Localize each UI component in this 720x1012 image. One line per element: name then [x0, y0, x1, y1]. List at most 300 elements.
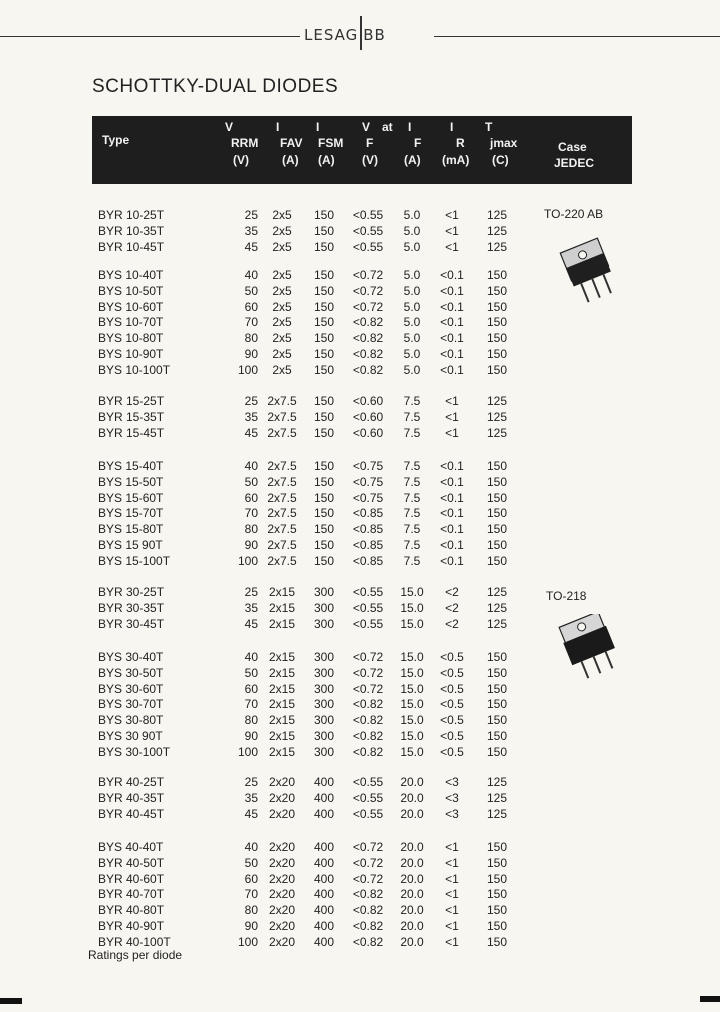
cell-vf: <0.72 [352, 665, 384, 680]
cell-vrrm: 100 [237, 934, 258, 949]
cell-if: 20.0 [400, 775, 424, 789]
cell-if: 15.0 [400, 697, 424, 712]
cell-ifsm: 400 [313, 775, 335, 789]
cell-vrrm: 70 [244, 506, 258, 521]
cell-ifav: 2x15 [268, 616, 296, 631]
cell-if: 20.0 [400, 919, 424, 933]
cell-vf: <0.85 [352, 522, 384, 537]
cell-tj: 150 [486, 903, 508, 918]
cell-ifav: 2x15 [268, 697, 296, 712]
cell-ir: <0.5 [440, 713, 464, 728]
cell-ifsm: 150 [313, 538, 335, 552]
cell-ir: <1 [445, 409, 459, 424]
cell-vf: <0.55 [352, 775, 384, 789]
cell-ir: <1 [445, 903, 459, 918]
header-ifsm-unit: (A) [318, 153, 335, 167]
cell-type: BYR 40-80T [98, 903, 165, 918]
cell-vrrm: 25 [244, 394, 258, 408]
cell-ifav: 2x15 [268, 744, 296, 759]
cell-ifav: 2x15 [268, 729, 296, 743]
table-row [0, 697, 720, 713]
cell-ifav: 2x20 [268, 919, 296, 933]
cell-ifsm: 400 [313, 934, 335, 949]
cell-tj: 150 [486, 553, 508, 568]
table-row [0, 807, 720, 823]
cell-vrrm: 25 [244, 208, 258, 222]
cell-ifav: 2x15 [268, 681, 296, 696]
cell-type: BYS 15-60T [98, 490, 164, 505]
cell-ifsm: 300 [313, 681, 335, 696]
header-vf: V [362, 120, 371, 134]
table-row [0, 713, 720, 729]
cell-vrrm: 45 [244, 239, 258, 254]
cell-if: 7.5 [403, 553, 421, 568]
logo-left-text: LESAG [304, 26, 359, 44]
cell-vrrm: 60 [244, 681, 258, 696]
cell-ifsm: 150 [313, 299, 335, 314]
cell-vf: <0.55 [352, 600, 384, 615]
cell-if: 5.0 [403, 239, 421, 254]
header-ifav-sub: FAV [280, 136, 303, 150]
cell-tj: 150 [486, 459, 508, 473]
cell-type: BYR 40-100T [98, 934, 171, 949]
cell-type: BYS 30-50T [98, 665, 164, 680]
cell-vf: <0.82 [352, 331, 384, 346]
cell-vrrm: 25 [244, 585, 258, 599]
cell-type: BYS 15-40T [98, 459, 164, 473]
table-row [0, 887, 720, 903]
page-title: SCHOTTKY-DUAL DIODES [92, 76, 339, 97]
cell-ir: <1 [445, 239, 459, 254]
cell-if: 20.0 [400, 871, 424, 886]
cell-ir: <1 [445, 425, 459, 440]
table-row [0, 410, 720, 426]
cell-ir: <0.1 [440, 538, 464, 552]
header-if: I [408, 120, 412, 134]
cell-vrrm: 80 [244, 522, 258, 537]
cell-tj: 150 [486, 315, 508, 330]
cell-ir: <0.1 [440, 268, 464, 282]
cell-ir: <0.5 [440, 697, 464, 712]
cell-ifsm: 150 [313, 223, 335, 238]
cell-ifav: 2x20 [268, 871, 296, 886]
cell-ir: <0.1 [440, 553, 464, 568]
cell-if: 5.0 [403, 347, 421, 361]
cell-tj: 125 [486, 806, 508, 821]
cell-ifsm: 400 [313, 919, 335, 933]
table-row [0, 491, 720, 507]
table-row [0, 426, 720, 442]
cell-vrrm: 90 [244, 538, 258, 552]
header-v-unit: (V) [233, 153, 249, 167]
cell-ifsm: 150 [313, 459, 335, 473]
cell-if: 15.0 [400, 665, 424, 680]
cell-ir: <0.1 [440, 315, 464, 330]
cell-type: BYS 30-100T [98, 744, 171, 759]
header-ifsm: I [316, 120, 320, 134]
cell-ir: <1 [445, 394, 459, 408]
cell-ifsm: 150 [313, 409, 335, 424]
cell-if: 7.5 [403, 474, 421, 489]
cell-ifsm: 150 [313, 283, 335, 298]
cell-type: BYR 40-90T [98, 919, 165, 933]
cell-tj: 150 [486, 871, 508, 886]
cell-vf: <0.82 [352, 347, 384, 361]
cell-vf: <0.55 [352, 616, 384, 631]
cell-ifsm: 300 [313, 616, 335, 631]
cell-ifsm: 400 [313, 806, 335, 821]
cell-if: 15.0 [400, 713, 424, 728]
cell-vrrm: 100 [237, 553, 258, 568]
logo-right-text: BB [363, 26, 386, 44]
cell-type: BYR 40-45T [98, 806, 165, 821]
cell-if: 15.0 [400, 744, 424, 759]
cell-type: BYS 15-80T [98, 522, 164, 537]
cell-vf: <0.82 [352, 919, 384, 933]
cell-vf: <0.82 [352, 744, 384, 759]
cell-ifsm: 300 [313, 697, 335, 712]
cell-ir: <0.1 [440, 522, 464, 537]
cell-if: 15.0 [400, 616, 424, 631]
cell-vf: <0.82 [352, 934, 384, 949]
cell-ifsm: 150 [313, 268, 335, 282]
cell-ifsm: 300 [313, 600, 335, 615]
cell-tj: 150 [486, 283, 508, 298]
cell-vrrm: 50 [244, 283, 258, 298]
cell-vrrm: 40 [244, 459, 258, 473]
cell-type: BYS 10-100T [98, 362, 171, 377]
edge-mark-right [700, 996, 720, 1002]
cell-tj: 150 [486, 538, 508, 552]
cell-tj: 150 [486, 474, 508, 489]
cell-vf: <0.72 [352, 650, 384, 664]
cell-ifsm: 150 [313, 208, 335, 222]
cell-vrrm: 45 [244, 425, 258, 440]
table-header [92, 116, 632, 184]
cell-tj: 125 [486, 585, 508, 599]
cell-ifav: 2x7.5 [267, 553, 297, 568]
cell-ir: <0.1 [440, 347, 464, 361]
cell-vrrm: 100 [237, 744, 258, 759]
cell-tj: 125 [486, 239, 508, 254]
header-tj-sub: jmax [490, 136, 518, 150]
cell-tj: 150 [486, 855, 508, 870]
cell-type: BYR 15-25T [98, 394, 165, 408]
cell-vrrm: 45 [244, 616, 258, 631]
cell-ifav: 2x5 [272, 315, 292, 330]
cell-type: BYS 15-100T [98, 553, 171, 568]
cell-tj: 150 [486, 681, 508, 696]
cell-vf: <0.75 [352, 490, 384, 505]
cell-type: BYR 10-45T [98, 239, 165, 254]
cell-vf: <0.82 [352, 362, 384, 377]
cell-vf: <0.82 [352, 887, 384, 902]
header-vf-unit: (V) [362, 153, 378, 167]
cell-ifav: 2x20 [268, 887, 296, 902]
cell-vf: <0.82 [352, 697, 384, 712]
cell-vrrm: 60 [244, 490, 258, 505]
table-row [0, 585, 720, 601]
cell-vf: <0.60 [352, 409, 384, 424]
cell-ifav: 2x5 [272, 283, 292, 298]
cell-tj: 150 [486, 729, 508, 743]
cell-ir: <0.5 [440, 681, 464, 696]
cell-ifsm: 150 [313, 474, 335, 489]
cell-vf: <0.72 [352, 283, 384, 298]
case-label-to218: TO-218 [546, 589, 587, 603]
cell-tj: 150 [486, 744, 508, 759]
cell-ifav: 2x7.5 [267, 474, 297, 489]
table-row [0, 840, 720, 856]
cell-ifsm: 400 [313, 887, 335, 902]
cell-ifav: 2x20 [268, 903, 296, 918]
cell-if: 15.0 [400, 600, 424, 615]
cell-ir: <1 [445, 208, 459, 222]
cell-tj: 150 [486, 299, 508, 314]
header-ir: I [450, 120, 454, 134]
logo-bar-icon [360, 16, 362, 50]
cell-ifav: 2x7.5 [267, 490, 297, 505]
table-row [0, 475, 720, 491]
cell-tj: 125 [486, 600, 508, 615]
cell-tj: 150 [486, 665, 508, 680]
cell-tj: 150 [486, 522, 508, 537]
cell-if: 15.0 [400, 650, 424, 664]
header-v-sub: RRM [231, 136, 259, 150]
cell-ifav: 2x5 [272, 331, 292, 346]
cell-ifav: 2x20 [268, 790, 296, 805]
cell-type: BYR 30-25T [98, 585, 165, 599]
cell-ifav: 2x20 [268, 806, 296, 821]
cell-if: 5.0 [403, 283, 421, 298]
cell-ifav: 2x5 [272, 268, 292, 282]
cell-tj: 125 [486, 208, 508, 222]
table-row [0, 745, 720, 761]
cell-vrrm: 35 [244, 223, 258, 238]
table-row [0, 775, 720, 791]
cell-ir: <1 [445, 840, 459, 854]
cell-ifav: 2x20 [268, 840, 296, 854]
cell-vf: <0.72 [352, 855, 384, 870]
cell-type: BYR 40-25T [98, 775, 165, 789]
cell-vf: <0.72 [352, 681, 384, 696]
table-row [0, 872, 720, 888]
table-row [0, 459, 720, 475]
cell-vf: <0.72 [352, 299, 384, 314]
cell-ifsm: 400 [313, 855, 335, 870]
cell-vf: <0.55 [352, 239, 384, 254]
table-row [0, 856, 720, 872]
cell-vf: <0.72 [352, 268, 384, 282]
cell-type: BYR 40-35T [98, 790, 165, 805]
cell-if: 5.0 [403, 268, 421, 282]
header-vf-sub: F [366, 136, 374, 150]
brand-logo [300, 22, 434, 48]
cell-tj: 125 [486, 394, 508, 408]
cell-type: BYS 15 90T [98, 538, 163, 552]
cell-tj: 150 [486, 268, 508, 282]
cell-vf: <0.55 [352, 585, 384, 599]
cell-vf: <0.82 [352, 729, 384, 743]
to218-package-icon [535, 614, 631, 684]
cell-ifav: 2x20 [268, 775, 296, 789]
cell-ifav: 2x5 [272, 347, 292, 361]
header-tj-unit: (C) [492, 153, 509, 167]
cell-if: 5.0 [403, 299, 421, 314]
cell-vrrm: 50 [244, 855, 258, 870]
cell-type: BYR 10-35T [98, 223, 165, 238]
cell-if: 7.5 [403, 490, 421, 505]
cell-if: 7.5 [403, 459, 421, 473]
cell-ir: <2 [445, 600, 459, 615]
table-row [0, 919, 720, 935]
cell-ifav: 2x15 [268, 650, 296, 664]
cell-if: 20.0 [400, 806, 424, 821]
cell-ifsm: 400 [313, 840, 335, 854]
header-if-sub: F [414, 136, 422, 150]
cell-ifav: 2x7.5 [267, 394, 297, 408]
cell-tj: 150 [486, 362, 508, 377]
cell-ir: <1 [445, 887, 459, 902]
cell-ifsm: 300 [313, 665, 335, 680]
cell-ir: <3 [445, 790, 459, 805]
cell-ifsm: 150 [313, 553, 335, 568]
cell-tj: 150 [486, 347, 508, 361]
header-ir-unit: (mA) [442, 153, 470, 167]
cell-vf: <0.72 [352, 871, 384, 886]
cell-ir: <1 [445, 934, 459, 949]
cell-type: BYR 40-70T [98, 887, 165, 902]
cell-ifav: 2x15 [268, 585, 296, 599]
table-row [0, 331, 720, 347]
cell-type: BYS 30-40T [98, 650, 164, 664]
cell-ir: <0.5 [440, 665, 464, 680]
cell-vf: <0.55 [352, 806, 384, 821]
cell-type: BYR 15-45T [98, 425, 165, 440]
cell-ifsm: 150 [313, 394, 335, 408]
cell-if: 5.0 [403, 315, 421, 330]
cell-type: BYS 15-50T [98, 474, 164, 489]
header-v: V [225, 120, 234, 134]
header-ir-sub: R [456, 136, 465, 150]
table-row [0, 208, 720, 224]
cell-if: 20.0 [400, 855, 424, 870]
cell-vf: <0.55 [352, 223, 384, 238]
cell-ir: <0.5 [440, 744, 464, 759]
cell-vrrm: 70 [244, 315, 258, 330]
cell-type: BYS 40-40T [98, 840, 164, 854]
cell-ifav: 2x7.5 [267, 506, 297, 521]
cell-type: BYS 30 90T [98, 729, 163, 743]
cell-ifsm: 300 [313, 713, 335, 728]
cell-vrrm: 35 [244, 409, 258, 424]
table-row [0, 538, 720, 554]
cell-ifsm: 150 [313, 315, 335, 330]
cell-tj: 150 [486, 934, 508, 949]
cell-ifsm: 300 [313, 650, 335, 664]
header-ifav: I [276, 120, 280, 134]
cell-type: BYR 10-25T [98, 208, 165, 222]
header-if-unit: (A) [404, 153, 421, 167]
cell-if: 5.0 [403, 362, 421, 377]
cell-if: 7.5 [403, 394, 421, 408]
cell-ifav: 2x5 [272, 299, 292, 314]
cell-if: 7.5 [403, 522, 421, 537]
to220-package-icon [535, 236, 631, 308]
cell-if: 20.0 [400, 840, 424, 854]
cell-type: BYS 10-90T [98, 347, 164, 361]
cell-vrrm: 35 [244, 790, 258, 805]
cell-if: 7.5 [403, 425, 421, 440]
cell-ir: <1 [445, 223, 459, 238]
cell-ifav: 2x5 [272, 362, 292, 377]
cell-vrrm: 60 [244, 299, 258, 314]
cell-ir: <0.5 [440, 650, 464, 664]
table-row [0, 903, 720, 919]
cell-type: BYR 30-45T [98, 616, 165, 631]
cell-type: BYS 10-80T [98, 331, 164, 346]
table-row [0, 522, 720, 538]
cell-ifav: 2x7.5 [267, 459, 297, 473]
cell-vrrm: 40 [244, 650, 258, 664]
cell-ifav: 2x5 [272, 223, 292, 238]
cell-if: 15.0 [400, 729, 424, 743]
cell-ir: <0.5 [440, 729, 464, 743]
cell-ir: <0.1 [440, 331, 464, 346]
cell-tj: 150 [486, 506, 508, 521]
cell-if: 7.5 [403, 506, 421, 521]
cell-ifsm: 150 [313, 347, 335, 361]
cell-ifsm: 150 [313, 490, 335, 505]
cell-vf: <0.85 [352, 506, 384, 521]
cell-tj: 125 [486, 425, 508, 440]
cell-type: BYS 10-50T [98, 283, 164, 298]
table-row [0, 363, 720, 379]
cell-vrrm: 100 [237, 362, 258, 377]
cell-ir: <0.1 [440, 459, 464, 473]
cell-vrrm: 80 [244, 713, 258, 728]
case-label-to220: TO-220 AB [544, 207, 604, 221]
table-row [0, 554, 720, 570]
cell-ir: <3 [445, 806, 459, 821]
cell-type: BYS 30-80T [98, 713, 164, 728]
cell-tj: 150 [486, 840, 508, 854]
cell-type: BYS 10-60T [98, 299, 164, 314]
cell-vrrm: 40 [244, 268, 258, 282]
header-tj: T [485, 120, 493, 134]
cell-vrrm: 70 [244, 887, 258, 902]
cell-vrrm: 50 [244, 474, 258, 489]
cell-ir: <1 [445, 919, 459, 933]
cell-ifsm: 150 [313, 425, 335, 440]
cell-ifav: 2x5 [272, 239, 292, 254]
cell-ir: <3 [445, 775, 459, 789]
cell-ifav: 2x7.5 [267, 538, 297, 552]
cell-vf: <0.55 [352, 790, 384, 805]
cell-vf: <0.75 [352, 459, 384, 473]
cell-tj: 150 [486, 887, 508, 902]
cell-tj: 150 [486, 919, 508, 933]
cell-type: BYS 30-70T [98, 697, 164, 712]
table-row [0, 347, 720, 363]
cell-vrrm: 70 [244, 697, 258, 712]
cell-ifsm: 300 [313, 744, 335, 759]
cell-ir: <0.1 [440, 490, 464, 505]
cell-vrrm: 60 [244, 871, 258, 886]
cell-type: BYS 15-70T [98, 506, 164, 521]
cell-vrrm: 35 [244, 600, 258, 615]
edge-mark-left [0, 998, 22, 1004]
